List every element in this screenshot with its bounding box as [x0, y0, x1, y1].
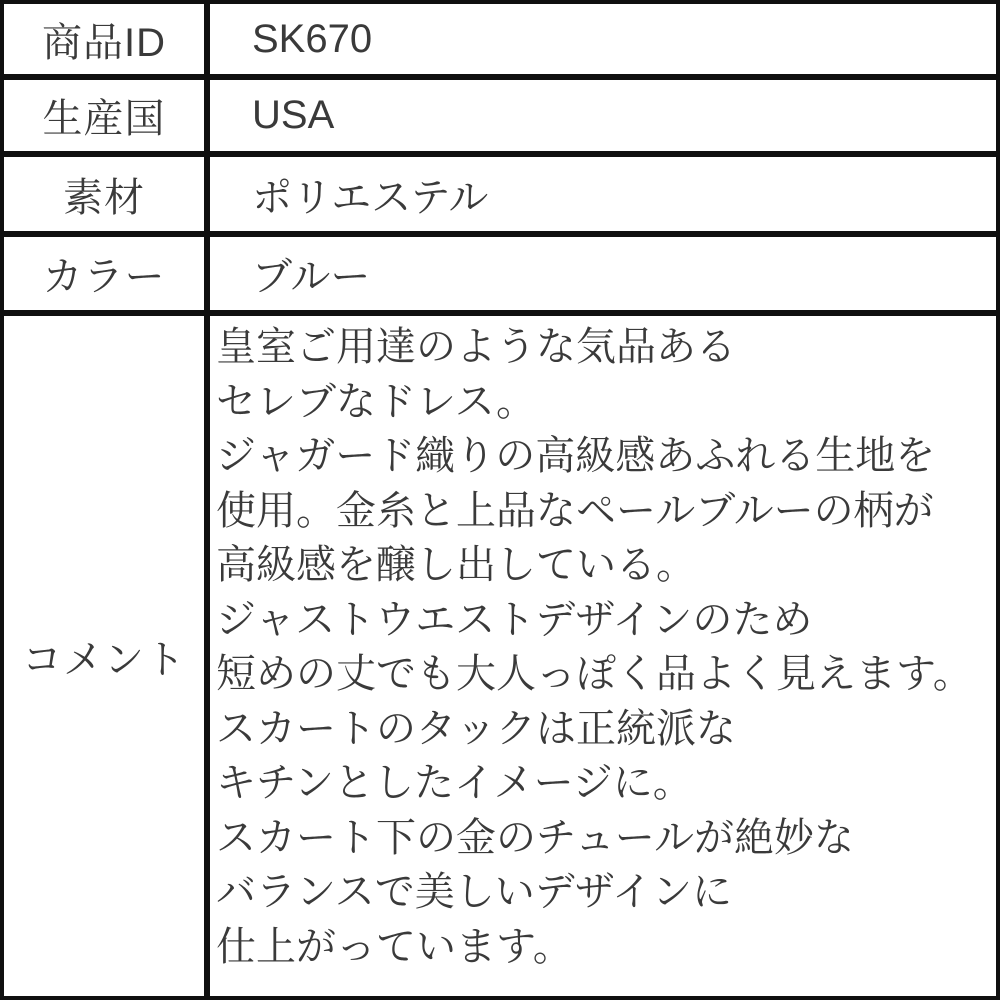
- comment-line: 仕上がっています。: [216, 924, 573, 969]
- material-label-text: 素材: [63, 175, 145, 220]
- color-label-text: カラー: [42, 255, 166, 299]
- comment-line: 高級感を醸し出している。: [216, 543, 696, 587]
- comment-line: キチンとしたイメージに。: [216, 761, 693, 805]
- comment-line: 短めの丈でも大人っぽく品よく見えます。: [216, 652, 973, 696]
- product-id-value-text: SK670: [252, 16, 373, 61]
- comment-value: [210, 316, 996, 996]
- comment-label: [4, 316, 210, 996]
- comment-label-text: コメント: [22, 637, 186, 682]
- comment-line: ジャストウエストデザインのため: [216, 597, 813, 642]
- country-of-origin-value-text: USA: [252, 93, 335, 137]
- comment-line: 皇室ご用達のような気品ある: [216, 325, 736, 369]
- material-value: [210, 157, 996, 237]
- comment-line: スカートのタックは正統派な: [216, 706, 736, 751]
- country-of-origin-label: [4, 80, 210, 157]
- product-id-label: [4, 4, 210, 80]
- comment-line: 使用。金糸と上品なペールブルーの柄が: [216, 488, 934, 533]
- comment-line: セレブなドレス。: [216, 379, 536, 424]
- material-label: [4, 157, 210, 237]
- comment-line: スカート下の金のチュールが絶妙な: [216, 815, 854, 860]
- material-value-text: ポリエステル: [252, 175, 489, 220]
- color-label: [4, 237, 210, 316]
- color-value: [210, 237, 996, 316]
- product-id-label-text: 商品ID: [42, 20, 166, 65]
- product-id-value: [210, 4, 996, 80]
- comment-line: バランスで美しいデザインに: [216, 870, 732, 914]
- country-of-origin-value: [210, 80, 996, 157]
- country-of-origin-label-text: 生産国: [42, 97, 166, 141]
- color-value-text: ブルー: [252, 255, 371, 299]
- comment-line: ジャガード織りの高級感あふれる生地を: [216, 434, 936, 478]
